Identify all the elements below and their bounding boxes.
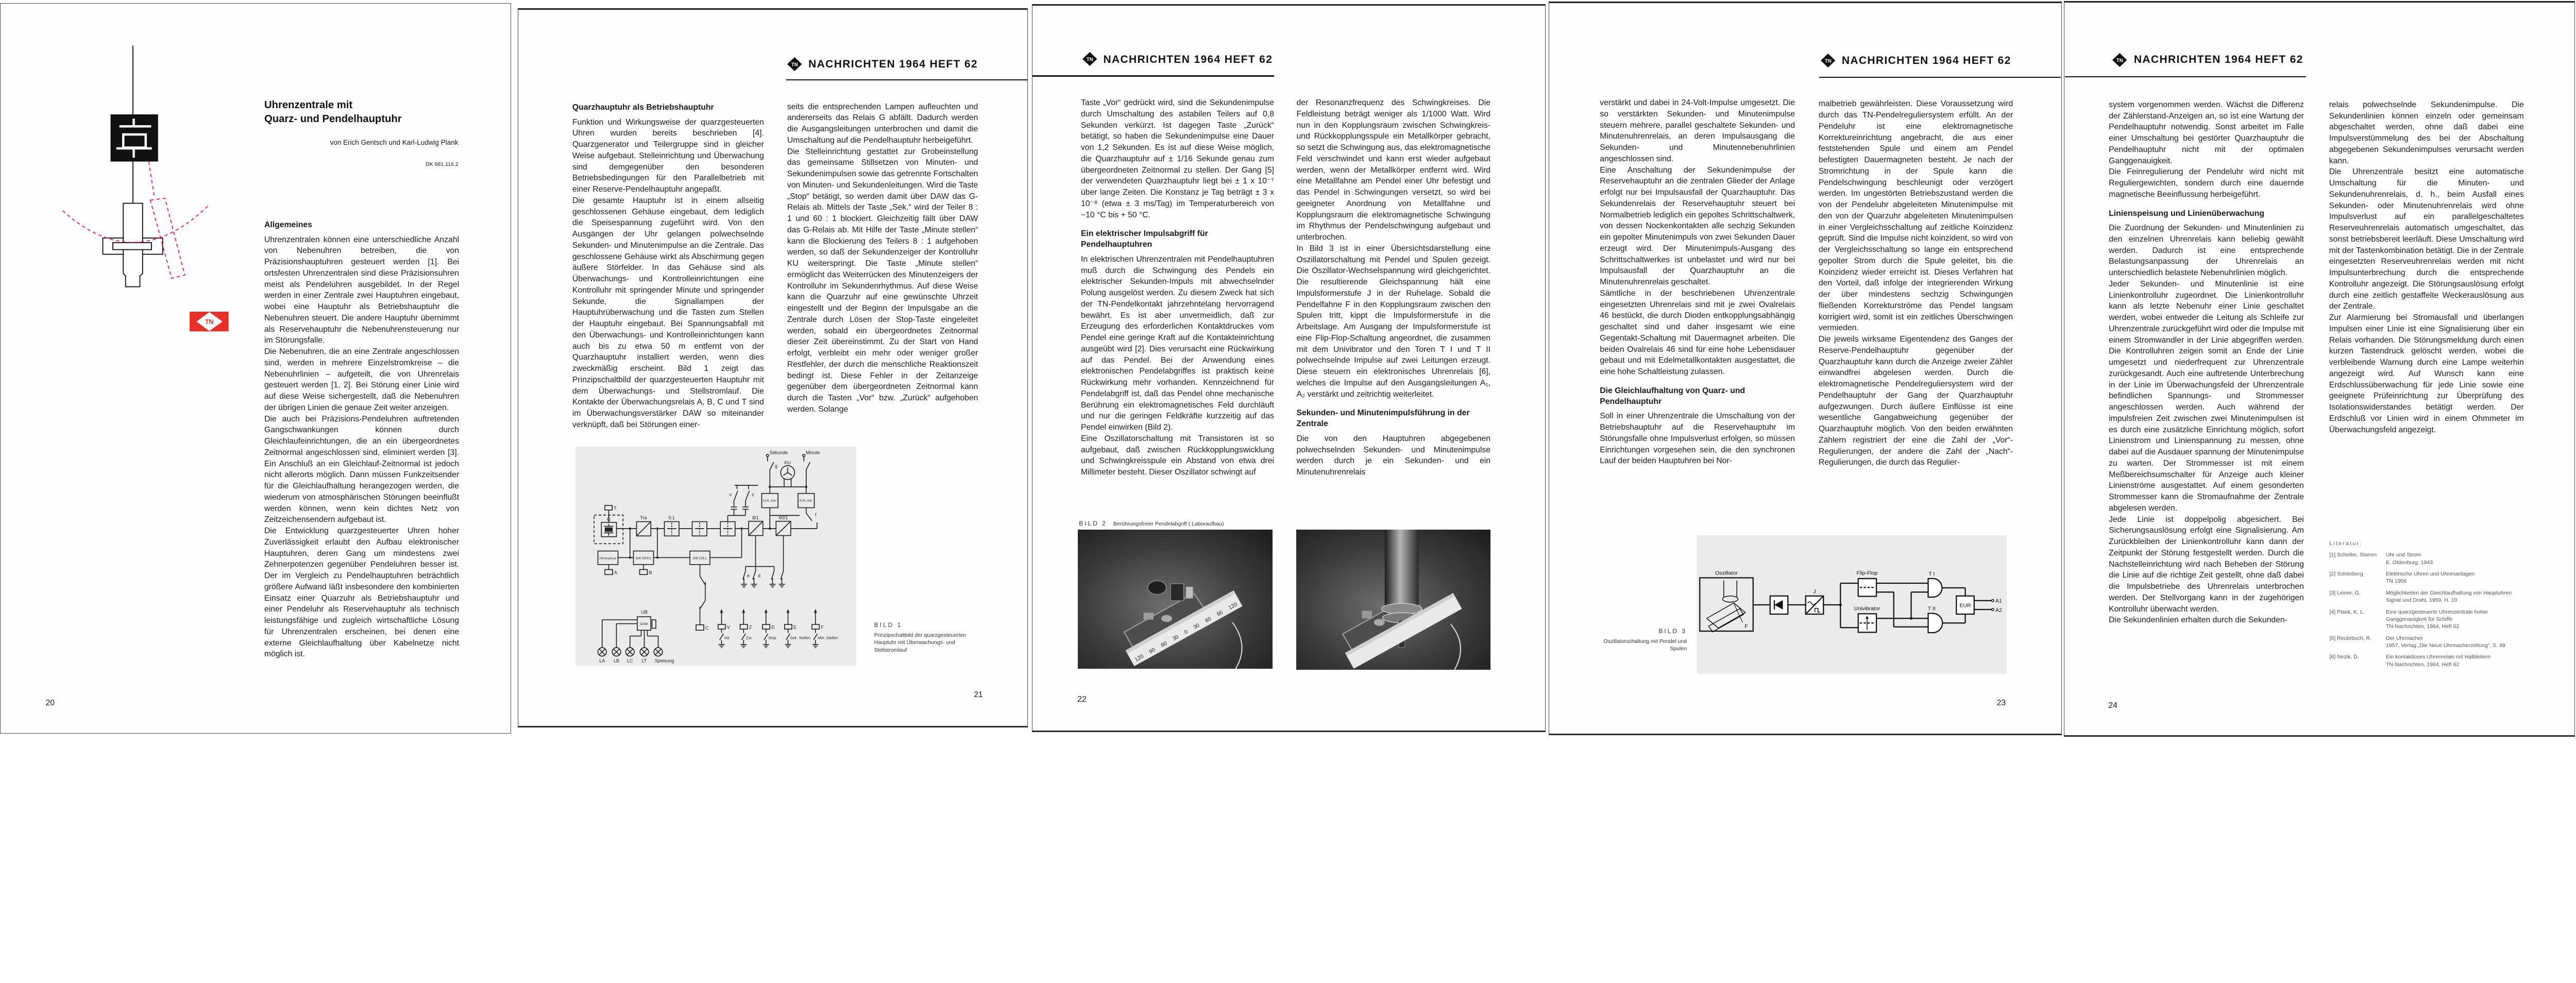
tn-diamond-icon (1821, 54, 1836, 67)
quartz-crystal-illustration (0, 0, 270, 309)
fig1-label: z (751, 492, 754, 498)
paragraph: Die Sekundenlinien erhalten durch die Sekunden- (2109, 616, 2287, 625)
literature-number: [4] (2329, 608, 2336, 615)
tn-logo-text: TN (1086, 56, 1093, 62)
title-line-2: Quarz- und Pendelhauptuhr (264, 113, 402, 125)
fig1-label: DW Amplitude (599, 557, 617, 561)
article-body-column (2109, 99, 2304, 626)
section-heading: Die Gleichlaufhaltung von Quarz- und Pendelhauptuhr (1600, 386, 1745, 406)
literature-line: Der Uhrmacher (2385, 635, 2423, 641)
fig1-label: UB (641, 609, 648, 615)
literature-item (2329, 551, 2524, 566)
literature-author-name: Leiner, G. (2337, 589, 2361, 596)
ruler-tick-label: 0 (1183, 628, 1189, 635)
paragraph: Die gesamte Hauptuhr ist in einem allseitig geschlossenen Gehäuse eingebaut, dem lediglich die Speisespannung zugeführt wird. Von den Ausgängen der Uhr gelangen polwechselnde Sekunden- und Minutenimpulse an die Zentrale. Das geschlossene Gehäuse wirkt als Abschirmung gegen äußere Störfelder. In das Gehäuse sind als Überwachungs- und Kontrolleinrichtungen eine Kontrolluhr mit springender Minute und springender Sekunde, die Signallampen der Hauptuhrüberwachung und die Tasten zum Stellen der Hauptuhr eingebaut. Bei Spannungsabfall mit den Überwachungs- und Kontrolleinrichtungen kann auch bis zu etwa 50 m entfernt von der Quarzhauptuhr installiert werden, wenn dies zweckmäßig erscheint. Bild 1 zeigt das Prinzipschaltbild der quarzgesteuerten Hauptuhr mit dem Überwachungs- und Stellstromlauf. Die Kontakte der Überwachungsrelais A, B, C und T sind im Überwachungsverstärker DAW so miteinander verknüpft, daß bei Störungen einer- (572, 196, 764, 429)
tn-logo-text: TN (2116, 58, 2123, 63)
page-23 (1549, 0, 2062, 737)
and-gate-t2 (1928, 613, 1942, 633)
fig1-label: g (774, 463, 777, 469)
literature-line: Möglichkeiten der Gleichlaufhaltung von Hauptuhren (2385, 589, 2512, 596)
ruler-tick-label: 60 (1160, 639, 1168, 648)
literature-item (2329, 635, 2524, 650)
literature-list (2329, 540, 2524, 672)
article-body-column (787, 101, 978, 415)
section-heading: Allgemeines (264, 221, 312, 230)
literature-title-block (2386, 635, 2524, 650)
literature-author-name: Plank, K. L. (2337, 608, 2365, 615)
fig1-label: LC (626, 658, 633, 664)
fig1-label: e (747, 573, 750, 579)
fig3-label: J (1812, 588, 1816, 595)
article-title (264, 98, 402, 126)
literature-author-name: Nezik, D. (2337, 654, 2359, 660)
paragraph: der Resonanzfrequenz des Schwingkreises. Die Feldleistung beträgt weniger als 1/1000 Watt. Wird nun in den Kopplungsraum zwischen Schwingkreis- und Rückkopplungsspule ein Metallkörper gebracht, so setzt die Schwingung aus, das elektromagnetische Feld verschwindet und kann erst wieder aufgebaut werden, wenn der Metallkörper entfernt wird. Wird eine Metallfahne am Pendel einer Uhr befestigt und das Pendel in Schwingungen versetzt, so wird bei geeigneter Anordnung von Metallfahne und Kopplungsraum die elektromagnetische Schwingung im Rhythmus der Pendelschwingung aufgebaut und unterbrochen. (1296, 98, 1491, 242)
literature-author (2329, 608, 2386, 631)
literature-author-name: Reutebuch, R. (2337, 635, 2372, 641)
running-head-text: NACHRICHTEN 1964 HEFT 62 (1103, 54, 1273, 65)
paragraph: Taste „Vor“ gedrückt wird, sind die Sekundenimpulse durch Umschaltung des astabilen Teilers auf 0,8 Sekunden verkürzt. Ist dagegen Taste „Zurück“ betätigt, so haben die Sekundenimpulse eine Dauer von 1,2 Sekunden. Es ist auf diese Weise möglich, die Quarzhauptuhr auf ± 1/16 Sekunde genau zum übergeordneten Zeitnormal zu stellen. Der Gang [5] der verwendeten Quarzhauptuhr liegt bei ± 1 x 10⁻⁷ über lange Zeiten. Die Konstanz je Tag beträgt ± 3 x 10⁻⁸ (etwa ± 3 ms/Tag) im Temperaturbereich von −10 °C bis + 50 °C. (1080, 98, 1274, 219)
literature-line: TN 1956 (2385, 578, 2407, 585)
fig1-label: EUR „Min“ (799, 499, 813, 503)
literature-line: E. Oldenburg, 1943 (2385, 559, 2433, 566)
fig1-label: T (614, 505, 617, 511)
literature-number: [6] (2329, 654, 2336, 660)
fig1-label: Zur. (745, 635, 753, 640)
literature-author-name: Scheibe, Stamm (2337, 552, 2377, 558)
article-body-column (264, 219, 459, 660)
fig3-label: Oszillator (1715, 570, 1738, 577)
fig3-label: T I (1928, 570, 1935, 577)
literature-line: Uhr und Strom (2385, 552, 2421, 558)
running-head-text: NACHRICHTEN 1964 HEFT 62 (2133, 54, 2303, 65)
paragraph: malbetrieb gewährleisten. Diese Voraussetzung wird durch das TN-Pendelreguliersystem erfüllt. An der Pendeluhr ist eine elektromagnetische Korrektureinrichtung angebracht, die aus einer feststehenden Spule und einem am Pendel befestigten Dauermagneten besteht. Je nach der Stromrichtung in der Spule kann die Pendelschwingung beschleunigt oder verzögert werden. Im ungestörten Betriebszustand werden die von der Pendeluhr abgeleiteten Minutenimpulse mit den von der Quarzuhr abgeleiteten Minutenimpulsen in einer Vergleichsschaltung auf zeitliche Koinzidenz geprüft. Sind die Impulse nicht koinzident, so wird von der Vergleichsschaltung so lange ein entsprechend gepolter Strom durch die Spule geleitet, bis die Koinzidenz wieder erreicht ist. Dieses Verfahren hat den Vorteil, daß infolge der integrierenden Wirkung der über mindestens sechzig Schwingungen fließenden Korrekturströme das Pendel langsam korrigiert wird, somit ist ein zeitliches Überschwingen vermieden. (1818, 99, 2013, 333)
section-heading: Ein elektrischer Impulsabgriff für Pendelhauptuhren (1080, 229, 1208, 249)
literature-line: 1957, Verlag „Die Neue Uhrmacherzeitung“, S. 49 (2385, 642, 2505, 649)
figure-1-circuit-diagram (575, 447, 856, 666)
fig3-label: EUR (1959, 602, 1971, 609)
fig1-label: C (705, 625, 709, 631)
paragraph: Uhrenzentralen können eine unterschiedliche Anzahl von Nebenuhren betreiben, die von Präzisionshauptuhren gesteuert werden [1]. Bei ortsfesten Uhrenzentralen sind diese Präzisionsuhren meist als Pendeluhren ausgebildet. In der Regel werden in einer Zentrale zwei Hauptuhren eingebaut, wobei eine Hauptuhr als Betriebshauptuhr die Nebenuhren steuert. Die andere Hauptuhr übernimmt als Reservehauptuhr die Nebenuhrensteuerung nur im Störungsfalle. (264, 235, 460, 345)
fig1-label: LA (599, 658, 605, 664)
ruler-tick-label: 120 (1133, 653, 1145, 663)
literature-title-block (2386, 570, 2524, 585)
fig1-label: Minute (805, 450, 820, 455)
paragraph: Die Nebenuhren, die an eine Zentrale angeschlossen sind, werden in mehrere Einzelstromkreise – die Nebenuhrlinien – aufgeteilt, die von Uhrenrelais gesteuert werden [1, 2]. Bei Störung einer Linie wird auf diese Weise sichergestellt, daß die Nebenuhren der übrigen Linien die genaue Zeit weiter anzeigen. (264, 347, 460, 412)
fig3-label: A1 (1995, 598, 2002, 604)
paragraph: Die Feinregulierung der Pendeluhr wird nicht mit Reguliergewichten, sondern durch eine dauernde magnetische Beeinflussung herbeigeführt. (2109, 167, 2304, 199)
page-number: 23 (1996, 699, 2006, 708)
caption-text: Berührungsfreier Pendelabgriff ( Laboraufbau) (1113, 520, 1224, 527)
section-heading: Linienspeisung und Linienüberwachung (2109, 209, 2265, 218)
page-24 (2064, 0, 2576, 737)
tn-logo (190, 312, 229, 331)
literature-item (2329, 608, 2524, 631)
fig1-label: Sek. Stellen (790, 635, 811, 640)
circuit-board-photo (1078, 530, 1273, 669)
literature-title-block (2386, 653, 2524, 668)
paragraph: Die Entwicklung quarzgesteuerter Uhren hoher Zuverlässigkeit erlaubt den Aufbau elektronischer Hauptuhren, deren Gang um mindestens zwei Zehnerpotenzen gegenüber Pendeluhren besser ist. Der im Vergleich zu Pendelhauptuhren beträchtlich größere Aufwand läßt insbesondere den kombinierten Einsatz einer Quarzuhr als Betriebshauptuhr und einer Pendeluhr als Reservehauptuhr als technisch leistungsfähige und zugleich wirtschaftliche Lösung für Uhrenzentralen erscheinen, bei denen eine externe Gleichlaufhaltung über Kabelnetze nicht möglich ist. (264, 527, 460, 659)
page-number: 21 (974, 690, 983, 700)
literature-number: [2] (2329, 571, 2336, 578)
cable (1232, 622, 1242, 669)
page-number: 20 (45, 699, 55, 708)
fig1-label: Sekunde (769, 450, 788, 455)
paragraph: Die Uhrenzentrale besitzt eine automatische Umschaltung für die Minuten- und Sekundenuhrenrelais, d. h., beim Ausfall eines Sekunden- oder Minutenuhrenrelais wird ohne Impulsverlust auf ein parallelgeschaltetes Reserveuhrenrelais automatisch umgeschaltet, das sonst betriebsbereit leerläuft. Diese Umschaltung wird mit der Tastenkombination betätigt. Die in der Zentrale eingesetzten Reserveuhrenrelais werden mit nicht Impulsunterbrechung durch die entsprechende Kontrolluhr angezeigt. Die Störungsauslösung erfolgt durch eine zeitlich gestaffelte Weckerauslösung aus der Zentrale. (2329, 167, 2524, 311)
fig1-label: Stop (768, 635, 776, 640)
fig1-label: Z (749, 624, 752, 630)
figure-3-block-diagram (1697, 535, 2007, 674)
paragraph: Eine Anschaltung der Sekundenimpulse der Reservehauptuhr an die zentralen Glieder der Anlage erfolgt nur bei Impulsausfall der Quarzhauptuhr. Das Sekundenrelais der Reservehauptuhr steuert bei Normalbetrieb lediglich ein gepoltes Schrittschaltwerk, von dessen Nockenkontakten alle sechzig Sekunden ein gepolter Minutenimpuls von zwei Sekunden Dauer erzeugt wird. Der Minutenimpuls-Ausgang des Schrittschaltwerkes ist unbelastet und wird nur bei Impulsausfall der Quarzhauptuhr an die Minutenuhrenrelais geschaltet. (1600, 165, 1795, 287)
article-body-column (572, 102, 764, 431)
dk-classification: DK 681.116.2 (426, 161, 459, 167)
literature-item (2329, 653, 2524, 668)
fig1-label: V (726, 624, 730, 630)
fig1-label: EUR „Sek“ (762, 499, 777, 503)
paragraph: In Bild 3 ist in einer Übersichtsdarstellung eine Oszillatorschaltung mit Pendel und Spulen gezeigt. Die Oszillator-Wechselspannung wird gleichgerichtet. Die resultierende Gleichspannung hält eine Impulsformerstufe J in der Ruhelage. Sobald die Pendelfahne F in den Kopplungsraum zwischen den Spulen tritt, kippt die Impulsformerstufe in die Arbeitslage. Am Ausgang der Impulsformerstufe ist eine Flip-Flop-Schaltung angeordnet, die zusammen mit dem Univibrator und den Toren T I und T II polwechselnde Impulse auf zwei Leitungen erzeugt. Diese steuern ein elektronisches Uhrenrelais [6], welches die Impulse auf den Ausgangsleitungen A₁, A₂ verstärkt und zeitrichtig weiterleitet. (1296, 244, 1491, 399)
ruler-tick-label: 90 (1215, 608, 1224, 617)
literature-author-name: Schönberg (2337, 571, 2363, 578)
fig1-label: DW 1000:1 (635, 557, 651, 561)
paragraph: Funktion und Wirkungsweise der quarzgesteuerten Uhren wurden bereits beschrieben [4]. Quarzgenerator und Teilergruppe sind in gleicher Weise aufgebaut. Stelleinrichtung und Überwachung sind demgegenüber den besonderen Betriebsbedingungen für den Parallelbetrieb mit einer Reserve-Pendelhauptuhr angepaßt. (572, 117, 764, 194)
caption-text: Oszillatorschaltung mit Pendel und Spulen (1603, 638, 1687, 652)
fig1-label: D (771, 624, 775, 630)
paragraph: In elektrischen Uhrenzentralen mit Pendelhauptuhren muß durch die Schwingung des Pendels ein elektrischer Sekunden-Impuls mit abwechselnder Polung ausgelöst werden. Zu diesem Zweck hat sich der TN-Pendelkontakt jahrzehntelang hervorragend bewährt. Es ist aber unvermeidlich, daß zur Erzeugung des erforderlichen Kontaktdruckes vom Pendel eine geringe Kraft auf die Kontakteinrichtung ausgeübt wird [2]. Dies verursacht eine Rückwirkung auf das Pendel. Bei der Anwendung eines elektronischen Pendelabgriffes ist praktisch keine Rückwirkung mehr vorhanden. Kennzeichnend für Pendelabgriff ist, daß das Pendel ohne mechanische Berührung ein elektromagnetisches Feld durchläuft und nur die geringen Feldkräfte kurzzeitig auf das Pendel einwirken (Bild 2). (1080, 255, 1274, 432)
figure-2-caption (1079, 519, 1224, 528)
running-head-text: NACHRICHTEN 1964 HEFT 62 (808, 58, 978, 70)
figure-2-photo-left (1078, 530, 1273, 669)
literature-author (2329, 635, 2386, 650)
article-body-column (1600, 97, 1795, 467)
paragraph: Die Zuordnung der Sekunden- und Minutenlinien zu den einzelnen Uhrenrelais kann beliebig gewählt werden. Dadurch ist eine entsprechende Belastungsanpassung der Uhrenrelais an unterschiedlich belastete Nebenuhrlinien möglich. (2109, 224, 2304, 278)
fig1-label: d (757, 573, 760, 579)
pendulum-body (103, 204, 163, 287)
header-rule (786, 79, 1028, 80)
literature-title: Literatur: (2329, 540, 2363, 547)
figure-label: BILD 2 (1079, 519, 1107, 527)
paragraph: Sämtliche in der beschriebenen Uhrenzentrale eingesetzten Uhrenrelais sind mit je zwei Ovalrelais 46 bestückt, die durch Dioden entkopplungsabhängig geschaltet sind und daher insgesamt wie eine Gegentakt-Schaltung mit Dauermagnet arbeiten. Die beiden Ovalrelais 46 sind für eine hohe Lebensdauer gebaut und mit Edelmetallkontakten ausgestattet, die eine hohe Schaltleistung zulassen. (1600, 289, 1795, 377)
fig1-label: f (815, 512, 817, 518)
paragraph: Jeder Sekunden- und Minutenlinie ist eine Linienkontrolluhr zugeordnet. Die Linienkontrolluhr kann als letzte Nebenuhr einer Linie geschaltet werden, wobei entweder die Leitung als Schleife zur Uhrenzentrale zurückgeführt wird oder die Impulse mit einem Stromwandler in der Linie abgegriffen werden. Die Kontrolluhren zeigen somit an Ende der Linie umgesetzt und niederfrequent zur Uhrenzentrale zurückgesandt. Auch eine auftretende Unterbrechung in der Linie im Überwachungsfeld der Uhrenzentrale befindlichen Spannungs- und Strommesser angeschlossen werden. Auch während der impulsfreien Zeit zwischen zwei Minutenimpulsen ist es durch eine zusätzliche Einrichtung möglich, sofort Linienstrom und Linienspannung zu messen, ohne dabei auf die Ausdauer spannung der Minutenimpulse zu warten. Der Strommesser ist mit einem Meßbereichsumschalter für Anzeige auch kleiner Linienströme ausgestattet. Auf einem gesonderten Strommesser kann die Stromaufnahme der Zentrale abgelesen werden. (2109, 279, 2304, 513)
paragraph: Die auch bei Präzisions-Pendeluhren auftretenden Gangschwankungen können durch Gleichlaufeinrichtungen, die an ein übergeordnetes Zeitnormal angeschlossen sind, eliminiert werden [3]. Ein Anschluß an ein Gleichlauf-Zeitnormal ist jedoch nicht allerorts möglich. Dann müssen Funkzeitsender für die Gleichlaufhaltung herangezogen werden, die wiederum von atmosphärischen Störungen beeinflußt werden können, wenn kein dichtes Netz von Zeitzeichensendern aufgebaut ist. (264, 414, 460, 524)
fig1-label: DW 125:1 (693, 557, 707, 561)
figure-2-photo-right (1296, 530, 1490, 670)
fig1-label: B (649, 570, 652, 575)
crystal-symbol (111, 46, 158, 204)
fig1-label: A (614, 570, 617, 575)
tn-diamond-icon (787, 57, 802, 71)
literature-author (2329, 551, 2386, 566)
figure-3-caption (1599, 628, 1687, 653)
paragraph: Zur Alarmierung bei Stromausfall und überlangen Impulsen einer Linie ist eine Signalisierung über ein Relais vorhanden. Die Störungsmeldung durch einen kurzen Tastendruck gelöscht werden, wobei die verbleibende Warnung durch eine Lampe weiterhin angezeigt wird. Auf Wunsch kann eine Erdschlussüberwachung für jede Linie sowie eine geeignete Prüfeinrichtung zur Überprüfung des Isolationswiderstandes betätigt werden. Der Erdschluß vor Linien wird in einem Ohmmeter im Überwachungsfeld angezeigt. (2329, 313, 2524, 434)
fig1-label: 60/1 (778, 515, 788, 521)
paragraph: Jede Linie ist doppelpolig abgesichert. Bei Sicherungsauslösung erfolgt eine Signalisierung. Am Zurückbleiben der Linienkontrolluhr kann dann der Zeitpunkt der Störung festgestellt werden. Durch die Nachstelleinrichtung wird nach Beheben der Störung die Linie auf die richtige Zeit gestellt, ohne daß dabei die Impulsbetriebe des Uhrenrelais unterbrochen werden. Der Stellvorgang kann in der zugehörigen Kontrolluhr überwacht werden. (2109, 515, 2304, 614)
fig1-label: v (729, 492, 732, 498)
literature-author (2329, 589, 2386, 604)
literature-line: Elektrische Uhren und Uhrenanlagen (2385, 571, 2475, 578)
figure-1-caption (874, 621, 967, 654)
paragraph: Die jeweils wirksame Eigentendenz des Ganges der Reserve-Pendelhauptuhr gegenüber der Quarzhauptuhr kann durch die Anzeige zweier Zähler einwandfrei abgelesen werden. Durch die elektromagnetische Pendelreguliersystem wird der Pendelhauptuhr der Gang der Quarzhauptuhr aufgezwungen. Durch äußere Einflüsse ist eine wesentliche Gangabweichung gegenüber der Quarzhauptuhr möglich. Von den beiden erwähnten Zählern registriert der eine die Zahl der „Vor“-Regulierungen, der andere die Zahl der „Nach“-Regulierungen, die durch das Regulier- (1818, 335, 2013, 467)
fig1-label: Min. Stellen (818, 635, 838, 640)
literature-author (2329, 653, 2386, 668)
header-rule (2065, 76, 2306, 77)
paragraph: Soll in einer Uhrenzentrale die Umschaltung von der Betriebshauptuhr auf die Reservehauptuhr im Störungsfalle ohne Impulsverlust erfolgen, so müssen Einrichtungen vorgesehen sein, die den synchronen Lauf der beiden Hauptuhren bei Nor- (1600, 412, 1795, 466)
fig1-label: DAW (639, 622, 648, 626)
fig3-marks (1774, 600, 1912, 620)
title-line-1: Uhrenzentrale mit (264, 99, 353, 111)
literature-line: Ein kontaktloses Uhrenrelais mit Halbleitern (2385, 654, 2491, 660)
section-heading: Sekunden- und Minutenimpulsführung in der Zentrale (1296, 409, 1470, 429)
paragraph: verstärkt und dabei in 24-Volt-Impulse umgesetzt. Die so verstärkten Sekunden- und Minutenimpulse steuern mehrere, parallel geschaltete Sekunden- und Minutenuhrenrelais, an deren Impulsausgang die Sekunden- und Minutennebenuhrlinien angeschlossen sind. (1600, 98, 1795, 163)
literature-line: Signal und Draht, 1959, H. 10 (2385, 597, 2458, 604)
fig1-labels (599, 450, 838, 663)
fig1-label: Speisung (654, 658, 674, 664)
figure-label: BILD 1 (874, 621, 903, 629)
literature-line: TN-Nachrichten, 1964, Heft 62 (2385, 661, 2460, 668)
fig1-label: KU (784, 460, 791, 465)
fig3-label: A2 (1995, 607, 2002, 614)
article-body-column (2329, 99, 2524, 436)
figure-label: BILD 3 (1658, 628, 1687, 635)
literature-item (2329, 589, 2524, 604)
literature-line: TN-Nachrichten, 1964, Heft 62 (2385, 623, 2460, 630)
fig1-label: 8/1 (752, 515, 759, 521)
fig1-label: G (606, 517, 611, 522)
fig3-label: Univibrator (1854, 605, 1880, 612)
ruler-tick-label: 30 (1171, 633, 1180, 642)
literature-item (2329, 570, 2524, 585)
ruler-tick-label: 60 (1204, 615, 1213, 624)
tn-logo-text: TN (791, 62, 798, 68)
article-body-column (1296, 97, 1490, 478)
page-21 (518, 0, 1028, 737)
literature-title-block (2386, 589, 2524, 604)
literature-number: [1] (2329, 552, 2336, 558)
article-body-column (1081, 97, 1274, 478)
paragraph: Die von den Hauptuhren abgegebenen polwechselnden Sekunden- und Minutenimpulse werden durch je ein Sekunden- und ein Minutenuhrenrelais (1296, 434, 1491, 477)
literature-author (2329, 570, 2386, 585)
tn-logo-text: TN (205, 318, 214, 326)
page-22 (1032, 0, 1547, 737)
paragraph: Die Stelleinrichtung gestattet zur Grobeinstellung das gemeinsame Stillsetzen von Minuten- und Sekundenimpulsen sowie das getrennte Fortschalten von Minuten- und Sekundenleitungen. Wird die Taste „Stop“ betätigt, so werden damit über DAW das G-Relais ab. Mittels der Taste „Sek.“ wird der Teiler 8 : 1 und 60 : 1 blockiert. Gleichzeitig fällt über DAW das G-Relais ab. Mit Hilfe der Taste „Minute stellen“ kann die Blockierung des Teilers 8 : 1 aufgehoben werden, so daß der Sekundenzeiger der Kontrolluhr KU weiterspringt. Die Taste „Minute stellen“ ermöglicht das Weiterrücken des Minutenzeigers der Kontrolluhr im Sekundenrhythmus. Auf diese Weise kann die Quarzuhr auf eine gewünschte Uhrzeit eingestellt und der Beginn der Impulsgabe an die Zentrale durch Lösen der Stop-Taste eingeleitet werden, sobald ein übergeordnetes Zeitnormal dieser Zeit übereinstimmt. Zu der Start von Hand erfolgt, verbleibt ein mehr oder weniger großer Restfehler, der durch die menschliche Reaktionszeit bedingt ist. Diese Fehler in der Zeitanzeige gegenüber dem übergeordneten Zeitnormal kann durch die Tasten „Vor“ bzw. „Zurück“ aufgehoben werden. Solange (787, 147, 978, 414)
ruler-tick-label: 120 (1227, 601, 1239, 611)
and-gate-t1 (1928, 579, 1942, 597)
paragraph: system vorgenommen werden. Wächst die Differenz der Zählerstand-Anzeigen an, so ist eine Wartung der Pendelhauptuhr notwendig. Sonst arbeitet im Falle einer Umschaltung bei gestörter Quarzhauptuhr die Pendelhauptuhr nicht mit der optimalen Ganggenauigkeit. (2109, 100, 2304, 165)
tn-diamond-icon (2112, 53, 2127, 67)
fig1-label: LB (613, 658, 619, 664)
fig1-label: Tra (640, 515, 647, 521)
fig3-label: T II (1927, 605, 1936, 612)
tn-diamond-icon (1082, 52, 1097, 66)
fig3-wiring (1700, 578, 1994, 633)
page-number: 24 (2108, 701, 2117, 710)
literature-number: [3] (2329, 589, 2336, 596)
fig1-label: E (793, 624, 796, 630)
fig1-label: 5:1 (668, 515, 675, 521)
fig1-label: F (821, 624, 824, 630)
section-heading: Quarzhauptuhr als Betriebshauptuhr (572, 103, 714, 112)
paragraph: seits die entsprechenden Lampen aufleuchten und andererseits das Relais G abfällt. Dadurch werden die Ausgangsleitungen unterbrochen und damit die Umschaltung auf die Pendelhauptuhr herbeigeführt. (787, 102, 978, 145)
byline: von Erich Gentsch und Karl-Ludwig Plank (330, 139, 459, 147)
literature-title-block (2386, 551, 2524, 566)
header-rule (1032, 75, 1274, 76)
fig1-label: LT (641, 658, 647, 664)
tn-logo-text: TN (1825, 58, 1832, 64)
ruler-tick-label: 90 (1148, 646, 1157, 655)
fig3-label: Flip-Flop (1856, 570, 1878, 577)
caption-text: Prinzipschaltbild der quarzgesteuerten Hauptuhr mit Überwachungs- und Stellstromlauf (874, 632, 967, 653)
fig1-label: Vor (723, 635, 730, 640)
literature-number: [5] (2329, 635, 2336, 641)
pendulum-photo (1296, 530, 1490, 670)
fig3-label: F (1744, 623, 1748, 630)
paragraph: relais polwechselnde Sekundenimpulse. Die Sekundenlinien können einzeln oder gemeinsam abgeschaltet werden, ohne daß dabei eine Impulsverstümmelung des bei der Abschaltung abgegebenen Sekundenimpulses verursacht werden kann. (2329, 100, 2524, 165)
header-rule (1819, 77, 2061, 78)
ruler-tick-label: 30 (1192, 621, 1201, 630)
running-head-text: NACHRICHTEN 1964 HEFT 62 (1841, 54, 2011, 66)
literature-title-block (2386, 608, 2524, 631)
cable (1451, 624, 1461, 670)
page-number: 22 (1077, 695, 1087, 704)
article-body-column (1819, 98, 2013, 468)
paragraph: Eine Oszillatorschaltung mit Transistoren ist so aufgebaut, daß zwischen Rückkopplungswicklung und Schwingkreisspule ein Abstand von etwa drei Millimeter besteht. Dieser Oszillator schwingt auf (1080, 434, 1274, 477)
page-20 (0, 0, 512, 737)
literature-line: Eine quarzgesteuerte Uhrenzentrale hoher Ganggenauigkeit für Schiffe (2385, 608, 2488, 622)
